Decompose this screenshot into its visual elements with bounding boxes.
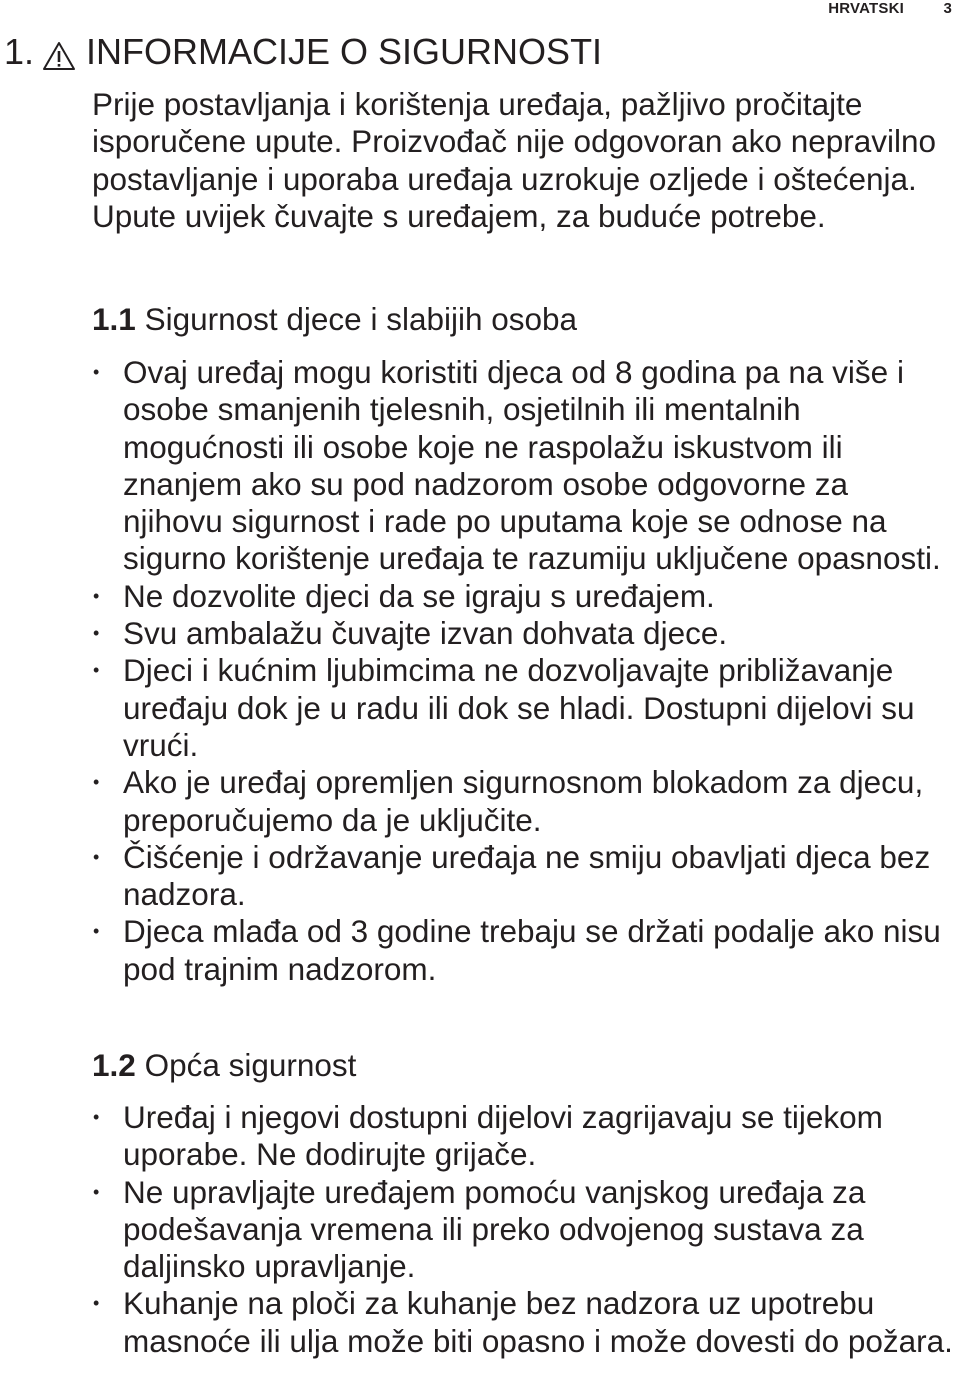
section-number: 1.2	[92, 1047, 136, 1083]
warning-triangle-icon	[42, 37, 76, 67]
page-header	[0, 0, 960, 20]
section-title-child-safety	[92, 300, 577, 338]
list-item-text: Ne upravljajte uređajem pomoću vanjskog uređaja za podešavanja vremena ili preko odvojenog sustava za daljinsko upravljanje.	[123, 1173, 866, 1285]
list-item-text: Čišćenje i održavanje uređaja ne smiju obavljati djeca bez nadzora.	[123, 838, 931, 913]
list-item-text: Uređaj i njegovi dostupni dijelovi zagrijavaju se tijekom uporabe. Ne dodirujte grijače.	[123, 1099, 883, 1173]
bullet-icon: •	[93, 846, 100, 867]
list-item	[92, 1174, 956, 1286]
bullet-icon: •	[93, 362, 100, 382]
header-language: HRVATSKI	[828, 0, 904, 17]
intro-paragraph: Prije postavljanja i korištenja uređaja, pažljivo pročitajte isporučene upute. Proizvođač nije odgovoran ako nepravilno postavljanje i uporaba uređaja uzrokuje ozljede i oštećenja. Upute uvijek čuvajte s uređajem, za buduće potrebe.	[92, 86, 937, 234]
bullet-icon: •	[93, 623, 100, 644]
list-item-text: Svu ambalažu čuvajte izvan dohvata djece.	[123, 615, 728, 652]
chapter-number: 1.	[4, 31, 35, 72]
bullet-icon: •	[93, 1107, 100, 1127]
list-item	[92, 764, 956, 839]
list-item	[92, 839, 956, 914]
list-item-text: Ako je uređaj opremljen sigurnosnom blokadom za djecu, preporučujemo da je uključite.	[123, 764, 924, 838]
list-item	[92, 1285, 956, 1360]
list-item	[92, 615, 956, 652]
bullet-icon: •	[93, 772, 100, 793]
list-item	[92, 1099, 956, 1174]
list-item-text: Djeci i kućnim ljubimcima ne dozvoljavajte približavanje uređaju dok je u radu ili dok se hladi. Dostupni dijelovi su vrući.	[123, 652, 915, 763]
bullet-icon: •	[93, 921, 100, 942]
list-item	[92, 913, 956, 988]
list-item	[92, 578, 956, 615]
section-number: 1.1	[92, 301, 136, 337]
page-number: 3	[943, 0, 952, 17]
section-title-text: Sigurnost djece i slabijih osoba	[144, 301, 578, 337]
list-item-text: Kuhanje na ploči za kuhanje bez nadzora uz upotrebu masnoće ili ulja može biti opasno i može dovesti do požara.	[123, 1285, 953, 1359]
child-safety-list	[92, 354, 956, 988]
bullet-icon: •	[93, 1181, 100, 1202]
list-item-text: Ovaj uređaj mogu koristiti djeca od 8 godina pa na više i osobe smanjenih tjelesnih, osjetilnih ili mentalnih mogućnosti ili osobe koje ne raspolažu iskustvom ili znanjem ako su pod nadzorom osobe odgovorne za njihovu sigurnost i rade po uputama koje se odnose na sigurno korištenje uređaja te razumiju uključene opasnosti.	[123, 354, 941, 577]
section-title-text: Opća sigurnost	[144, 1047, 357, 1083]
bullet-icon: •	[93, 660, 100, 681]
section-title-general-safety	[92, 1046, 356, 1084]
general-safety-list	[92, 1099, 956, 1360]
list-item-text: Djeca mlađa od 3 godine trebaju se držati podalje ako nisu pod trajnim nadzorom.	[123, 913, 941, 987]
bullet-icon: •	[93, 585, 100, 606]
chapter-title	[4, 30, 602, 74]
bullet-icon: •	[93, 1293, 100, 1314]
list-item	[92, 354, 956, 578]
chapter-title-text: INFORMACIJE O SIGURNOSTI	[86, 31, 603, 72]
list-item	[92, 652, 956, 764]
list-item-text: Ne dozvolite djeci da se igraju s uređajem.	[123, 577, 715, 614]
